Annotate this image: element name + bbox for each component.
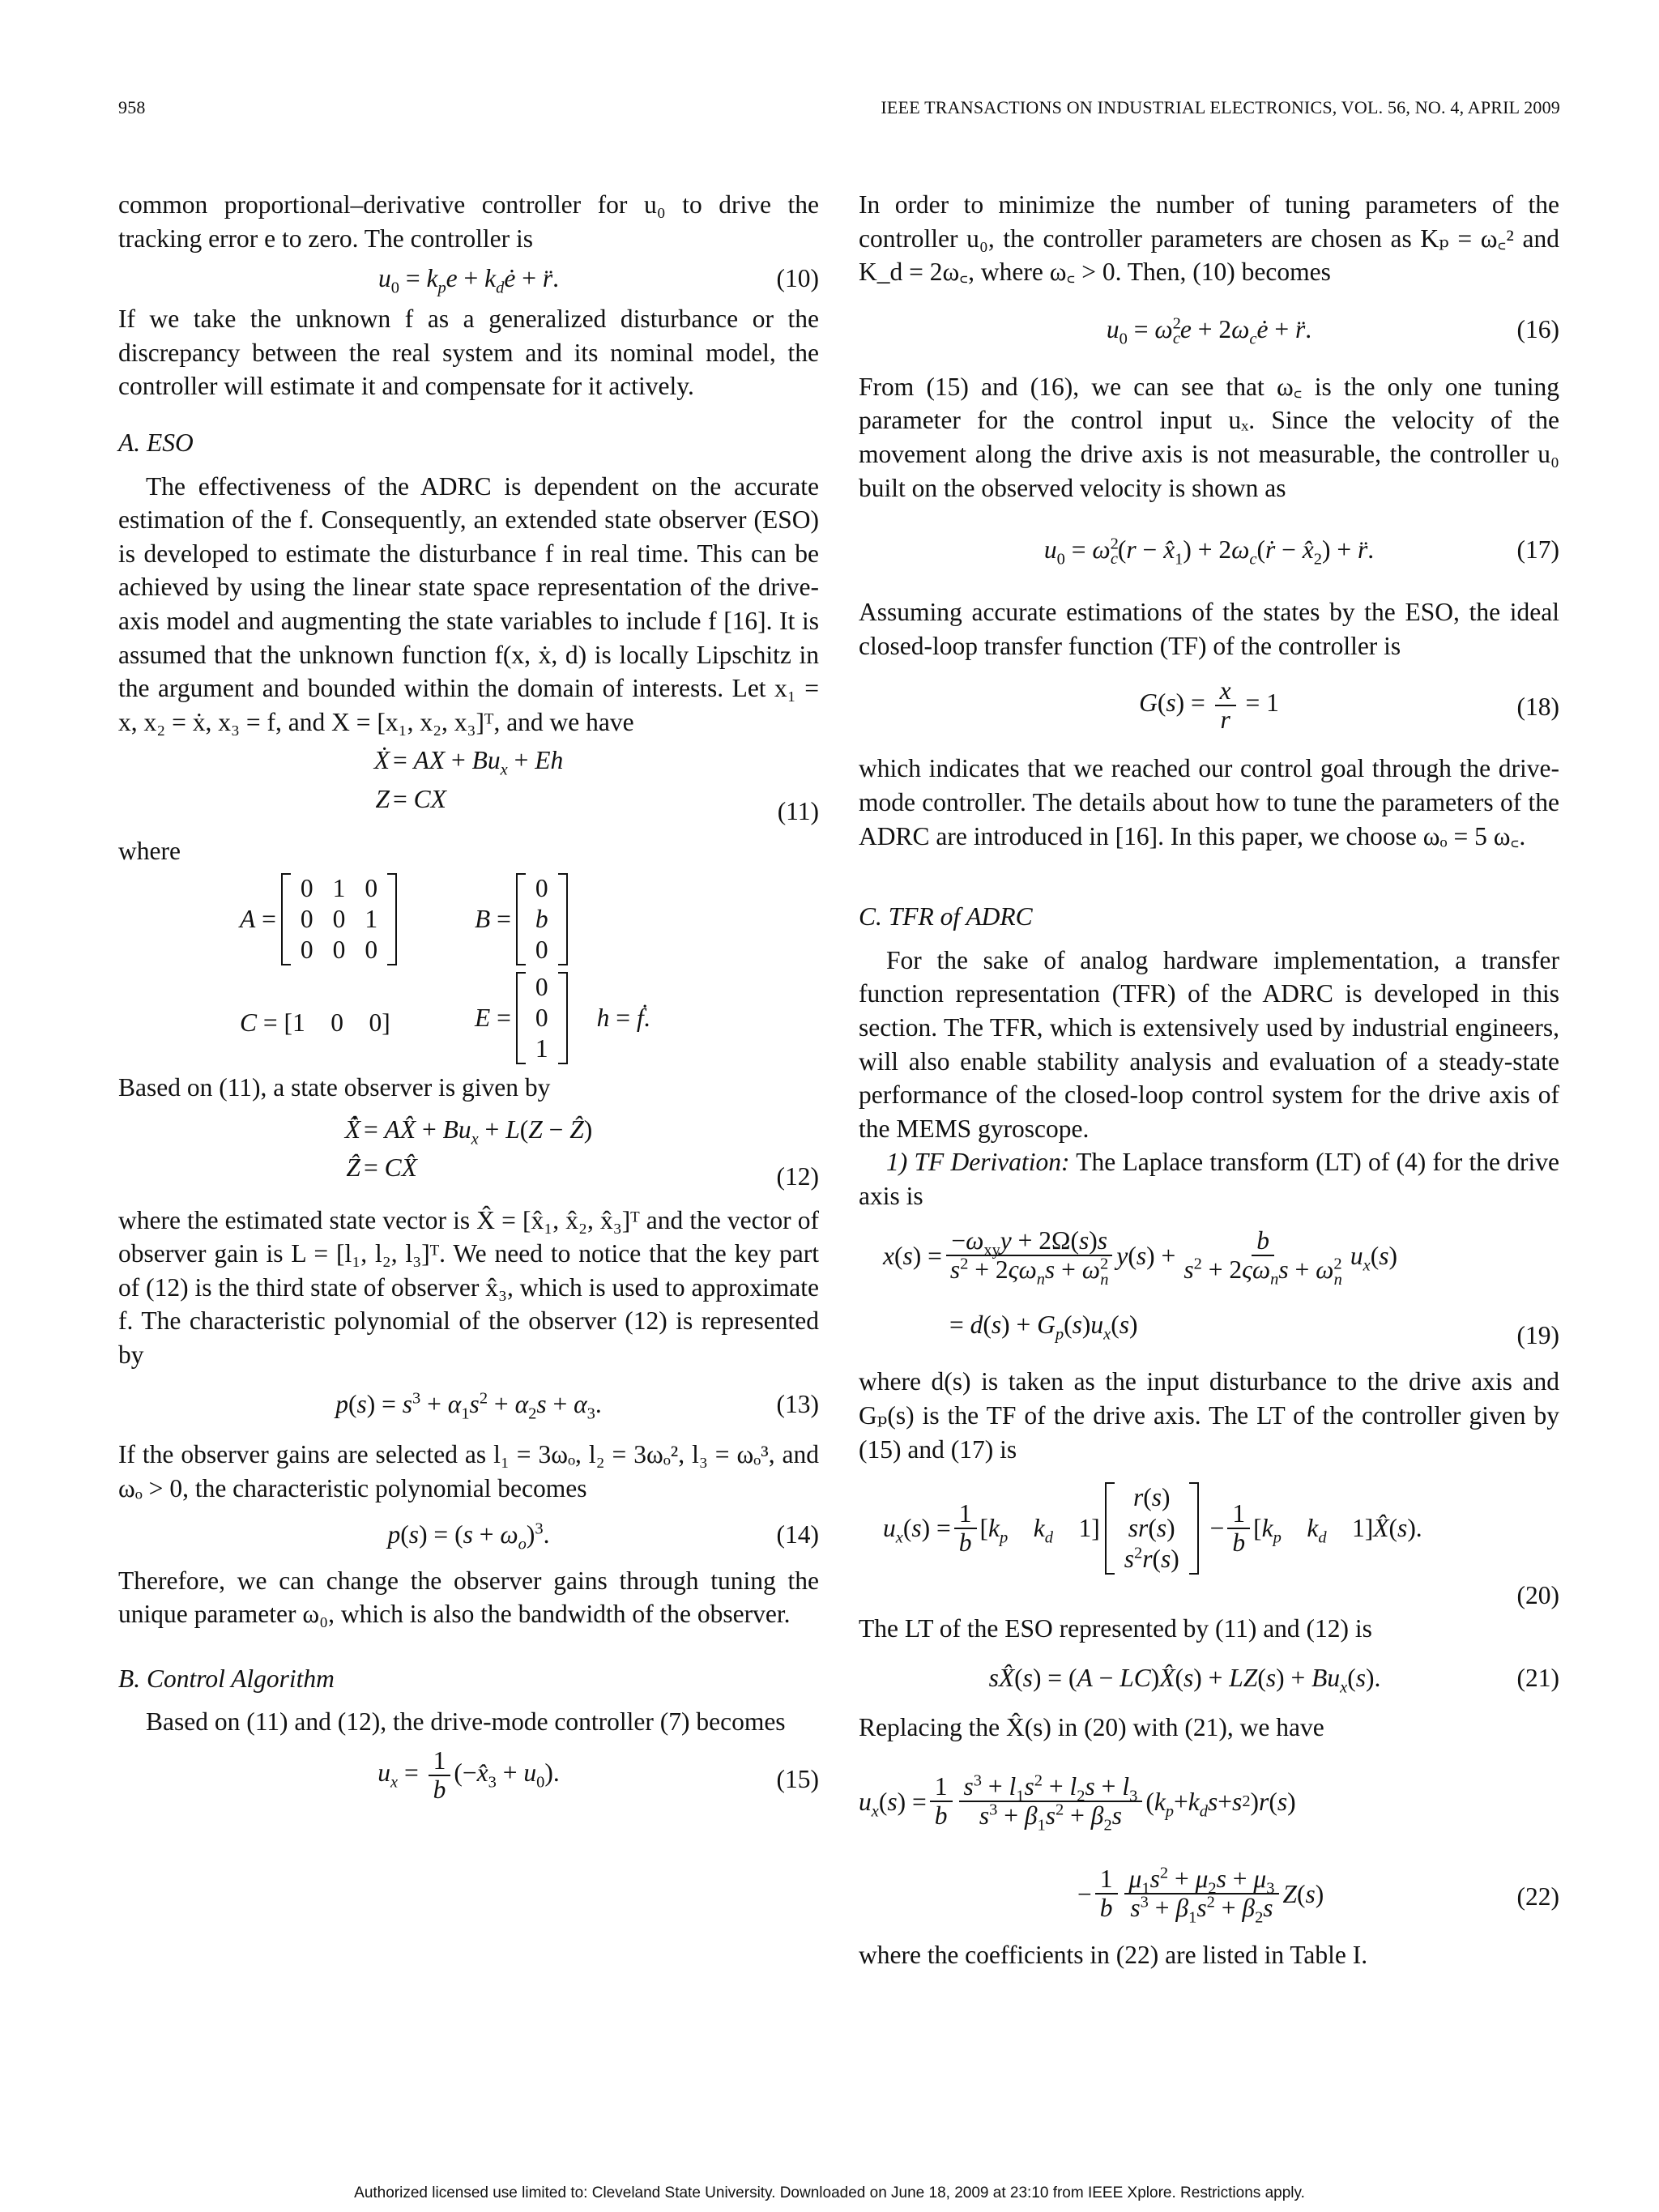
section-heading: A. ESO [118, 428, 194, 457]
paragraph: The LT of the ESO represented by (11) and (12) is [859, 1614, 1372, 1643]
equation-17: $u_0 = \omega^2_c(r$ − $x̂_1$) + $2\omega_c(ṙ$ − $x̂_2$) + r̈. (17) [859, 505, 1559, 595]
equation-15: $u_x$ = $\frac{1}{b}$ $(-x̂_3 + u_0)$. (15) [377, 1746, 819, 1805]
equation-14: $p(s) = (s + \omega_o)^3$. (14) [118, 1506, 819, 1564]
equation-12: X̂̇ = AX̂ + $Bu_x + L(Z$ − Ẑ) Ẑ = CX̂ (12) [118, 1105, 819, 1194]
paragraph-text: The Laplace transform (LT) of (4) for the drive axis is [859, 1148, 1560, 1210]
paragraph: In order to minimize the number of tuning parameters of the controller u₀, the controller parameters are chosen as Kₚ = ω꜀² and K_d = 2ω꜀, where ω꜀ > 0. Then, (10) becomes [859, 190, 1559, 287]
paragraph: common proportional–derivative controller for u₀ to drive the tracking error e to zero. The controller is [118, 190, 819, 253]
equation-number: (14) [776, 1519, 819, 1549]
equation-21: sX̂(s) = (A − LC)X̂(s) + $LZ(s) + Bu_x(s)$. (21) [859, 1646, 1559, 1711]
equation-number: (19) [1516, 1320, 1559, 1349]
equation-10: $u_0 = k_pe$ + $k_dė$ + r̈. (10) [118, 255, 819, 302]
paragraph: where the estimated state vector is X̂ = [x̂₁, x̂₂, x̂₃]ᵀ and the vector of observer gain is L = [l₁, l₂, l₃]ᵀ. We need to notice that the key part of (12) is the third state of observer x̂₃, which is used to approximate f. The characteristic polynomial of the observer (12) is represented by [118, 1205, 819, 1369]
page-number: 958 [118, 97, 146, 117]
equation-number: (13) [776, 1390, 819, 1419]
right-column [859, 188, 1559, 1972]
equation-13: $p(s) = s^3 + \alpha_1s^2 + \alpha_2s + \alpha_3$. (13) [118, 1371, 819, 1438]
paragraph: Based on (11), a state observer is given by [118, 1072, 551, 1102]
paragraph: which indicates that we reached our control goal through the drive-mode controller. The details about how to tune the parameters of the ADRC are introduced in [16]. In this paper, we choose ωₒ = 5 ω꜀. [859, 754, 1559, 850]
paragraph: where the coefficients in (22) are listed in Table I. [859, 1941, 1368, 1970]
paragraph: If we take the unknown f as a generalized disturbance or the discrepancy between the real system and its nominal model, the controller will estimate it and compensate for it actively. [118, 305, 819, 401]
equation-18: G(s) = $\frac{x}{r}$ = 1 (18) [1139, 676, 1559, 735]
equation-number: (16) [1516, 314, 1559, 343]
equation-19: x ( s ) = $\frac{-\omega_{xy}y + 2\Omega(s)s}{s^2 + 2\varsigma\omega_ns + \omega^2_n}$ y ( s ) + $\frac{b}{s^2 + 2\varsigma\omega_ns + \omega^2_n}$ $u_x$ ( s ) = $d(s) + G_p(s)u_x(s)$ (19) [859, 1213, 1559, 1352]
equation-number: (20) [1516, 1580, 1559, 1609]
section-heading: B. Control Algorithm [118, 1664, 335, 1693]
equation-number: (22) [1516, 1882, 1559, 1912]
equation-22: $u_x$ ( s ) = $\frac{1}{b}$ $\frac{s^3 + l_1s^2 + l_2s + l_3}{s^3 + \beta_1s^2 + \beta_2s}$ ( $k_p$ + $k_ds$ + s 2 ) r ( s ) − $\frac{1}{b}$ $\frac{\mu_1s^2 + \mu_2s + \mu_3}{s^3 + \beta_1s^2 + \beta_2s}$ Z ( s ) (22) [859, 1771, 1559, 1927]
left-column [118, 188, 819, 1820]
paragraph: From (15) and (16), we can see that ω꜀ is the only one tuning parameter for the control input uₓ. Since the velocity of the movement along the drive axis is not measurable, the controller u₀ built on the observed velocity is shown as [859, 372, 1559, 502]
equation-number: (15) [776, 1765, 819, 1794]
equation-20: $u_x$ ( s ) = $\frac{1}{b}$ [ $k_p$ $k_d$ 1] r(s) sr(s) $s^2r(s)$ − $\frac{1}{b}$ [ $k_p$ $k_d$ 1] X̂ ( s ). (20) [859, 1466, 1559, 1612]
paragraph: Replacing the X̂(s) in (20) with (21), we have [859, 1712, 1324, 1741]
equation-number: (18) [1516, 693, 1559, 722]
equation-number: (10) [776, 264, 819, 293]
section-heading: C. TFR of ADRC [859, 902, 1033, 931]
paragraph: Assuming accurate estimations of the states by the ESO, the ideal closed-loop transfer function (TF) of the controller is [859, 598, 1559, 660]
license-footer: Authorized licensed use limited to: Cleveland State University. Downloaded on June 18, 2009 at 23:10 from IEEE Xplore. Restrictions apply. [354, 2184, 1305, 2201]
paragraph: For the sake of analog hardware implementation, a transfer function representation (TFR) of the ADRC is developed in this section. The TFR, which is extensively used by industrial engineers, will also enable stability analysis and evaluation of a steady-state performance of the closed-loop control system for the drive axis of the MEMS gyroscope. [859, 945, 1559, 1143]
equation-number: (17) [1516, 535, 1559, 565]
matrix-definitions: A = 0 1 0 0 0 1 0 0 0 B = 0 b 0 C = [1 0 0] E = 0 0 1 h = ḟ. [240, 873, 650, 1063]
paragraph: If the observer gains are selected as l₁ = 3ωₒ, l₂ = 3ωₒ², l₃ = ωₒ³, and ωₒ > 0, the characteristic polynomial becomes [118, 1440, 819, 1503]
paragraph [859, 1145, 1559, 1213]
equation-16: $u_0 = \omega^2_ce$ + $2\omega_cė$ + r̈. (16) [859, 289, 1559, 370]
paragraph: The effectiveness of the ADRC is dependent on the accurate estimation of the f. Consequently, an extended state observer (ESO) is developed to estimate the disturbance f in real time. This can be achieved by using the linear state space representation of the drive-axis model and augmenting the state variables to include f [16]. It is assumed that the unknown function f(x, ẋ, d) is locally Lipschitz in the argument and bounded within the domain of interests. Let x₁ = x, x₂ = ẋ, x₃ = f, and X = [x₁, x₂, x₃]ᵀ, and we have [118, 471, 819, 736]
paragraph: where d(s) is taken as the input disturbance to the drive axis and Gₚ(s) is the TF of the drive axis. The LT of the controller given by (15) and (17) is [859, 1367, 1559, 1464]
equation-number: (11) [777, 796, 819, 825]
paragraph: Based on (11) and (12), the drive-mode controller (7) becomes [146, 1707, 786, 1737]
paragraph: Therefore, we can change the observer gains through tuning the unique parameter ω₀, which is also the bandwidth of the observer. [118, 1566, 819, 1629]
equation-11: Ẋ = AX + $Bu_x + Eh$ Z = CX (11) [118, 739, 819, 828]
paragraph: where [118, 837, 181, 866]
subsection-heading: 1) TF Derivation: [886, 1148, 1070, 1177]
journal-header: IEEE TRANSACTIONS ON INDUSTRIAL ELECTRONICS, VOL. 56, NO. 4, APRIL 2009 [881, 97, 1560, 117]
equation-number: (12) [776, 1161, 819, 1191]
equation-number: (21) [1516, 1664, 1559, 1693]
